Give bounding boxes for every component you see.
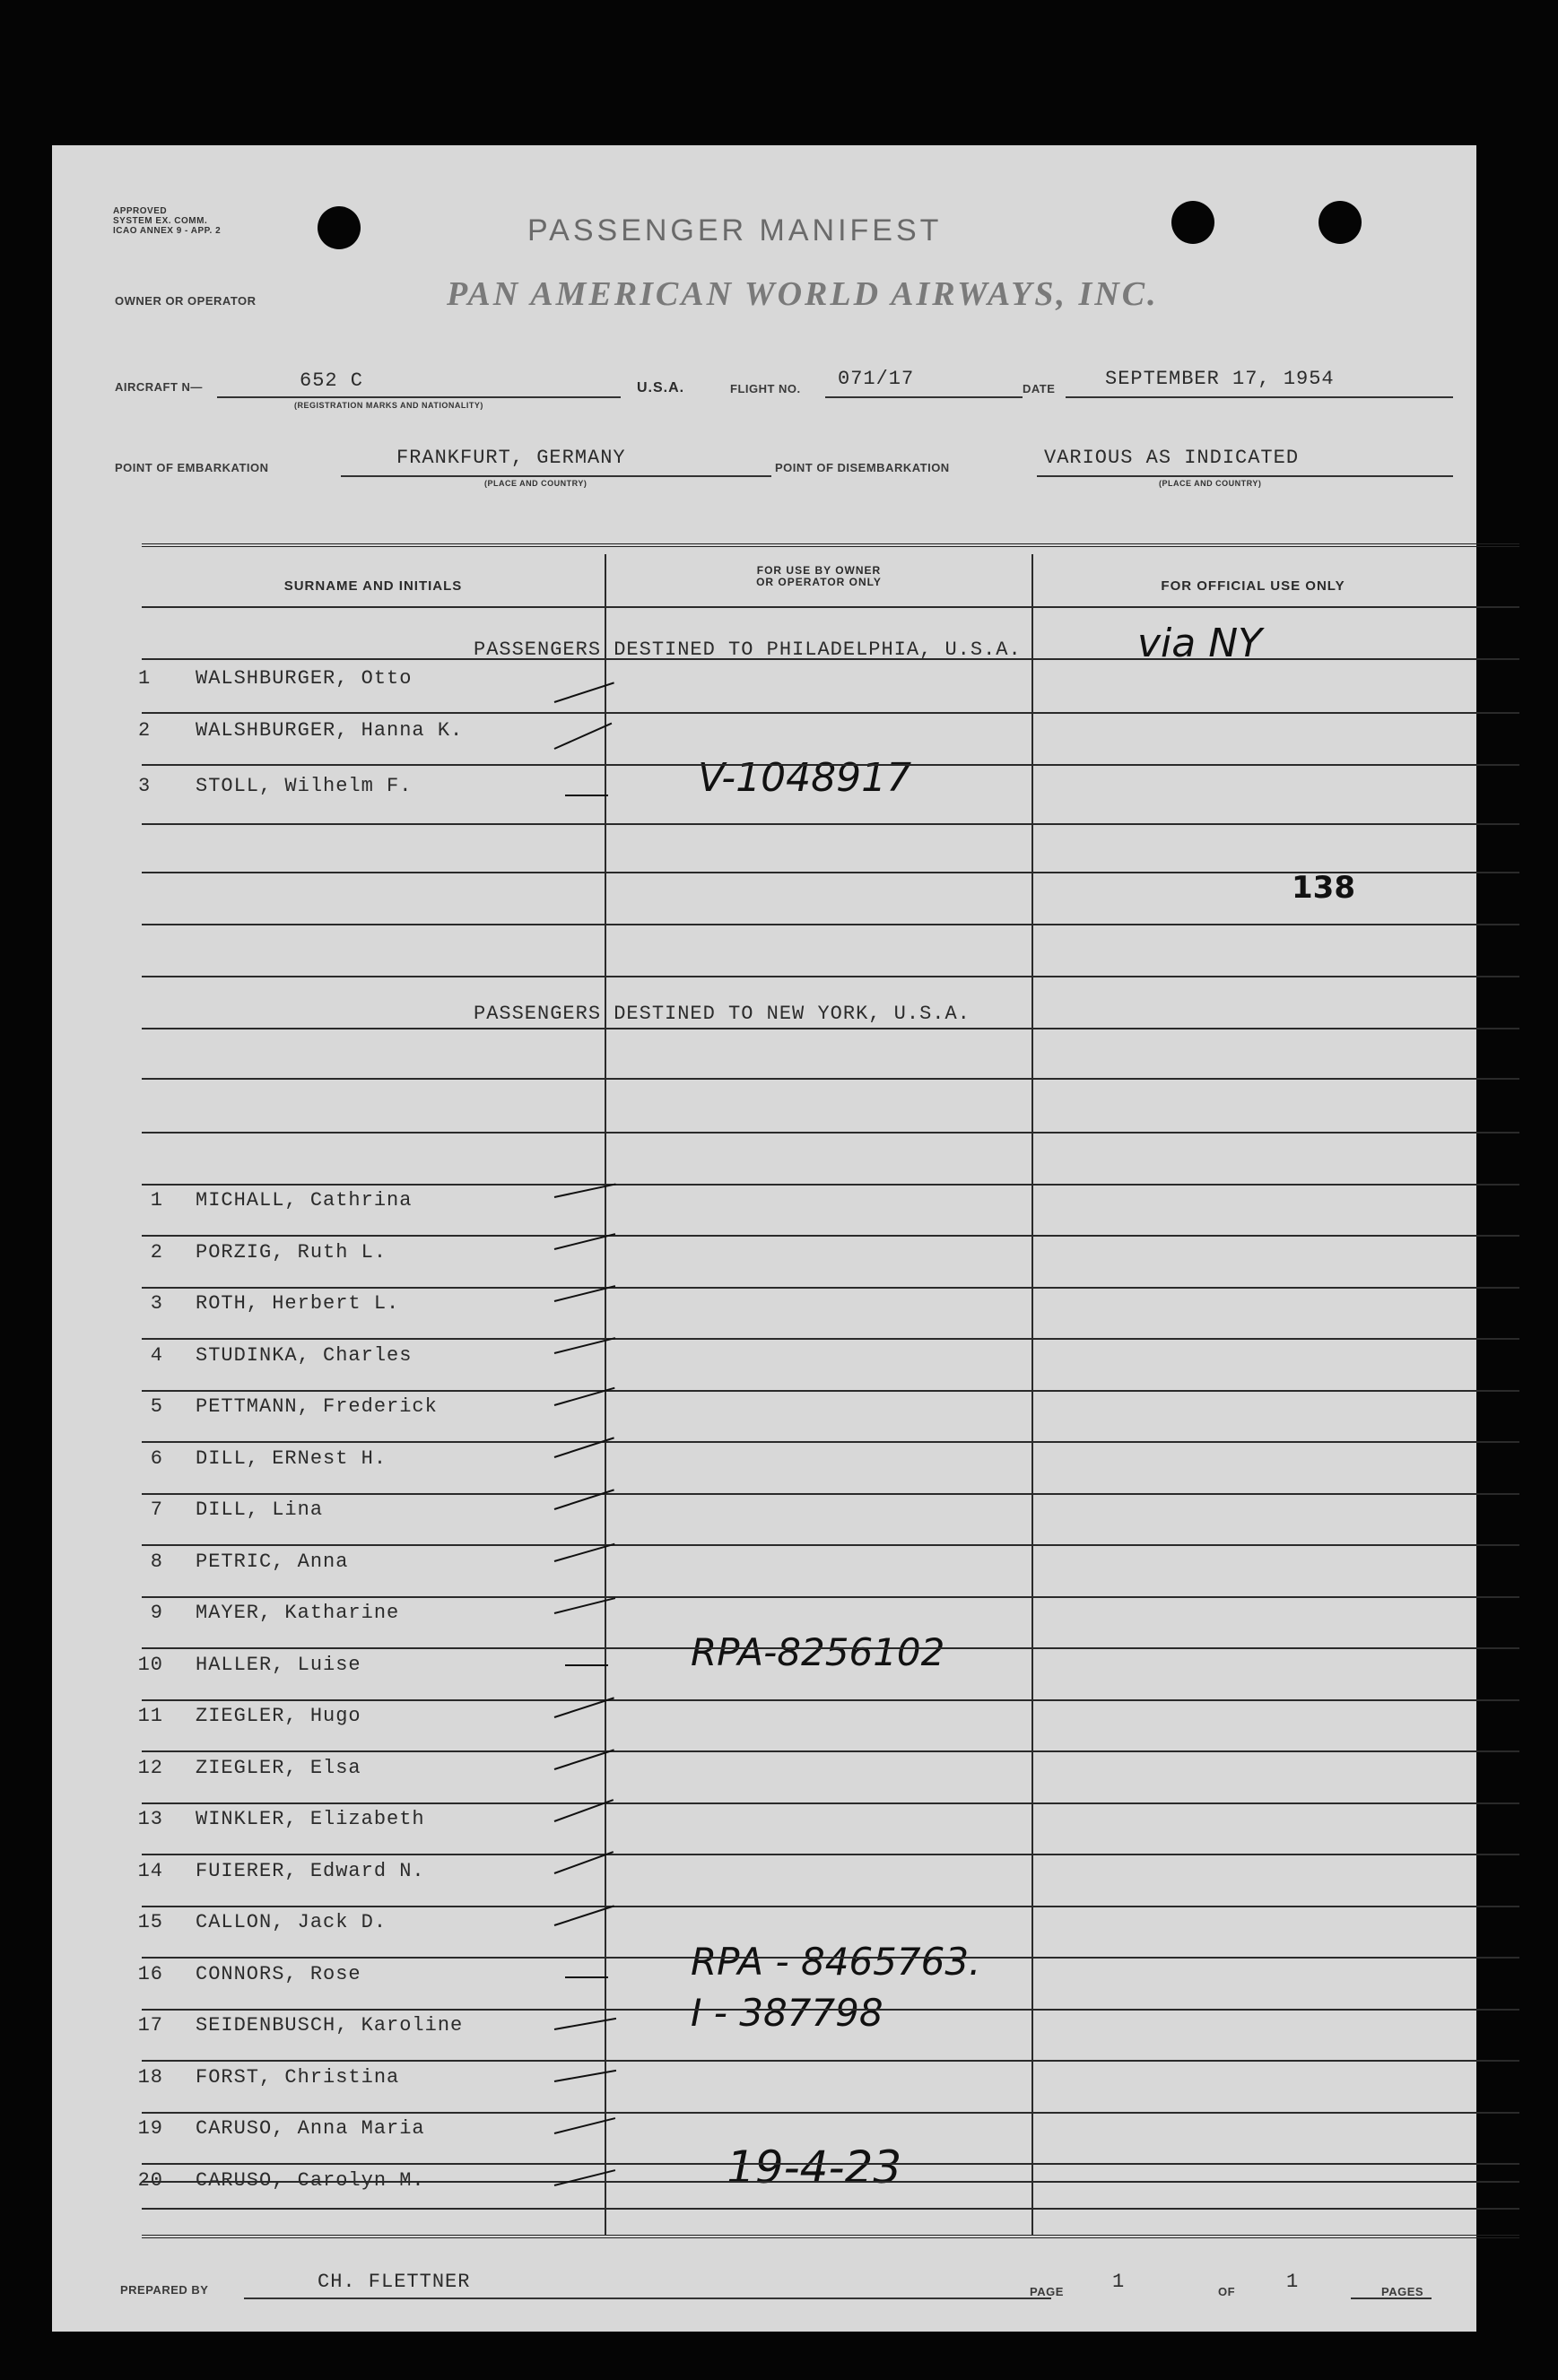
passenger-name: MAYER, Katharine: [196, 1602, 400, 1624]
registration-caption: (REGISTRATION MARKS AND NATIONALITY): [294, 401, 483, 410]
check-mark: [554, 2070, 616, 2082]
row-line: [142, 764, 1519, 766]
passenger-number: 10: [137, 1653, 163, 1676]
embarkation-underline: [341, 475, 771, 477]
row-line: [142, 976, 1519, 977]
manifest-form: [52, 145, 1476, 2332]
passenger-name: PORZIG, Ruth L.: [196, 1240, 387, 1264]
passenger-name: ZIEGLER, Elsa: [196, 1756, 361, 1779]
date-underline: [1066, 396, 1453, 398]
passenger-number: 5: [150, 1395, 163, 1418]
row-line: [142, 712, 1519, 714]
row-line: [142, 1235, 1519, 1237]
passenger-number: 8: [150, 1550, 163, 1573]
surname-column-header: SURNAME AND INITIALS: [283, 578, 463, 594]
passenger-note: I - 387798: [691, 1991, 883, 2035]
embarkation-value: FRANKFURT, GERMANY: [396, 447, 626, 469]
owner-label: OWNER OR OPERATOR: [115, 294, 257, 308]
prepared-underline: [244, 2297, 1051, 2299]
column-divider: [605, 554, 606, 2235]
owner-use-line: OR OPERATOR ONLY: [756, 576, 882, 588]
passenger-name: WALSHBURGER, Otto: [196, 667, 413, 690]
passenger-number: 14: [137, 1859, 163, 1882]
passenger-name: STUDINKA, Charles: [196, 1343, 413, 1367]
punch-hole: [1319, 201, 1362, 244]
passenger-number: 12: [137, 1756, 163, 1779]
row-line: [142, 1028, 1519, 1029]
passenger-name: CARUSO, Anna Maria: [196, 2117, 425, 2140]
row-line: [142, 606, 1519, 608]
approved-line: SYSTEM EX. COMM.: [113, 216, 208, 226]
passenger-name: FUIERER, Edward N.: [196, 1859, 425, 1882]
row-line: [142, 1287, 1519, 1289]
disembarkation-underline: [1037, 475, 1453, 477]
passenger-number: 11: [137, 1705, 163, 1727]
passenger-name: SEIDENBUSCH, Karoline: [196, 2014, 464, 2037]
passenger-number: 3: [138, 775, 152, 797]
passenger-number: 2: [138, 719, 152, 742]
passenger-number: 1: [138, 667, 152, 690]
passenger-name: PETTMANN, Frederick: [196, 1395, 438, 1418]
page-total: 1: [1286, 2271, 1300, 2293]
pages-label: PAGES: [1381, 2285, 1424, 2298]
passenger-name: DILL, Lina: [196, 1498, 324, 1521]
row-line: [142, 1802, 1519, 1804]
column-divider: [1031, 554, 1033, 2235]
passenger-number: 7: [150, 1498, 163, 1521]
check-mark: [565, 795, 608, 796]
row-line: [142, 2112, 1519, 2114]
official-column-header: FOR OFFICIAL USE ONLY: [1161, 578, 1345, 594]
punch-hole: [1171, 201, 1214, 244]
flight-underline: [825, 396, 1023, 398]
row-line: [142, 1854, 1519, 1855]
passenger-name: MICHALL, Cathrina: [196, 1189, 413, 1212]
approved-line: ICAO ANNEX 9 - APP. 2: [113, 226, 222, 236]
approved-note: [113, 206, 221, 236]
row-line: [142, 1647, 1519, 1649]
row-line: [142, 1338, 1519, 1340]
date-label: DATE: [1023, 382, 1056, 395]
passenger-number: 20: [137, 2168, 163, 2192]
owner-use-column-header: [606, 565, 1031, 588]
row-line: [142, 1544, 1519, 1546]
passenger-number: 1: [150, 1189, 163, 1212]
check-mark: [554, 1183, 616, 1198]
passenger-number: 19: [137, 2117, 163, 2140]
passenger-number: 3: [150, 1292, 163, 1315]
aircraft-underline: [217, 396, 621, 398]
passenger-number: 16: [137, 1962, 163, 1985]
newyork-heading: PASSENGERS DESTINED TO NEW YORK, U.S.A.: [474, 1003, 970, 1025]
row-line: [142, 2060, 1519, 2062]
row-line: [142, 1184, 1519, 1186]
date-value: SEPTEMBER 17, 1954: [1105, 368, 1335, 390]
aircraft-value: 652 C: [300, 369, 364, 392]
place-caption: (PLACE AND COUNTRY): [1159, 479, 1262, 488]
page-label: PAGE: [1030, 2285, 1064, 2298]
passenger-name: ZIEGLER, Hugo: [196, 1705, 361, 1727]
via-ny-note: via NY: [1137, 621, 1263, 666]
row-line: [142, 1750, 1519, 1752]
embarkation-label: POINT OF EMBARKATION: [115, 461, 269, 474]
passenger-name: ROTH, Herbert L.: [196, 1292, 400, 1315]
row-line: [142, 1132, 1519, 1134]
passenger-name: CONNORS, Rose: [196, 1962, 361, 1985]
row-line: [142, 2163, 1519, 2165]
row-line: [142, 1441, 1519, 1443]
prepared-label: PREPARED BY: [120, 2283, 209, 2297]
passenger-note: V-1048917: [698, 755, 912, 801]
row-line: [142, 658, 1519, 660]
passenger-name: STOLL, Wilhelm F.: [196, 775, 413, 797]
prepared-by-value: CH. FLETTNER: [318, 2271, 471, 2293]
disembarkation-value: VARIOUS AS INDICATED: [1044, 447, 1300, 469]
row-line: [142, 1957, 1519, 1959]
row-line: [142, 1906, 1519, 1907]
check-mark: [554, 2018, 616, 2030]
passenger-number: 2: [150, 1240, 163, 1264]
airline-name: PAN AMERICAN WORLD AIRWAYS, INC.: [447, 275, 1159, 313]
aircraft-label: AIRCRAFT N—: [115, 380, 203, 394]
table-top-rule: [142, 543, 1519, 551]
stamp-number: 138: [1292, 870, 1355, 906]
row-line: [142, 1493, 1519, 1495]
table-bottom-rule: [142, 2235, 1519, 2242]
passenger-name: HALLER, Luise: [196, 1653, 361, 1676]
passenger-note: RPA-8256102: [691, 1629, 945, 1674]
passenger-name: DILL, ERNest H.: [196, 1446, 387, 1470]
flight-value: 071/17: [838, 368, 915, 390]
flight-label: FLIGHT NO.: [730, 382, 801, 395]
row-line: [142, 2208, 1519, 2210]
approved-line: APPROVED: [113, 206, 168, 216]
passenger-number: 4: [150, 1343, 163, 1367]
nationality: U.S.A.: [637, 380, 685, 395]
passenger-number: 9: [150, 1602, 163, 1624]
row-line: [142, 1596, 1519, 1598]
passenger-name: CARUSO, Carolyn M.: [196, 2168, 425, 2192]
passenger-name: PETRIC, Anna: [196, 1550, 349, 1573]
row-line: [142, 823, 1519, 825]
passenger-number: 17: [137, 2014, 163, 2037]
row-line: [142, 924, 1519, 925]
disembarkation-label: POINT OF DISEMBARKATION: [775, 461, 950, 474]
passenger-name: CALLON, Jack D.: [196, 1911, 387, 1933]
page-number: 1: [1112, 2271, 1126, 2293]
row-line: [142, 1390, 1519, 1392]
row-line: [142, 2009, 1519, 2011]
row-line: [142, 872, 1519, 873]
place-caption: (PLACE AND COUNTRY): [484, 479, 588, 488]
check-mark: [554, 723, 613, 750]
passenger-number: 18: [137, 2065, 163, 2089]
passenger-name: WALSHBURGER, Hanna K.: [196, 719, 464, 742]
philadelphia-heading: PASSENGERS DESTINED TO PHILADELPHIA, U.S.A.: [474, 638, 1022, 661]
check-mark: [565, 1976, 608, 1978]
owner-use-line: FOR USE BY OWNER: [756, 564, 882, 577]
row-line: [142, 2181, 1519, 2183]
form-title: PASSENGER MANIFEST: [527, 213, 943, 248]
passenger-name: WINKLER, Elizabeth: [196, 1808, 425, 1830]
passenger-number: 15: [137, 1911, 163, 1933]
of-label: OF: [1218, 2285, 1236, 2298]
row-line: [142, 1699, 1519, 1701]
check-mark: [565, 1664, 608, 1666]
bottom-handnote: 19-4-23: [727, 2141, 902, 2193]
passenger-name: FORST, Christina: [196, 2065, 400, 2089]
passenger-number: 6: [150, 1446, 163, 1470]
passenger-number: 13: [137, 1808, 163, 1830]
punch-hole: [318, 206, 361, 249]
row-line: [142, 1078, 1519, 1080]
passenger-note: RPA - 8465763.: [691, 1939, 981, 1984]
